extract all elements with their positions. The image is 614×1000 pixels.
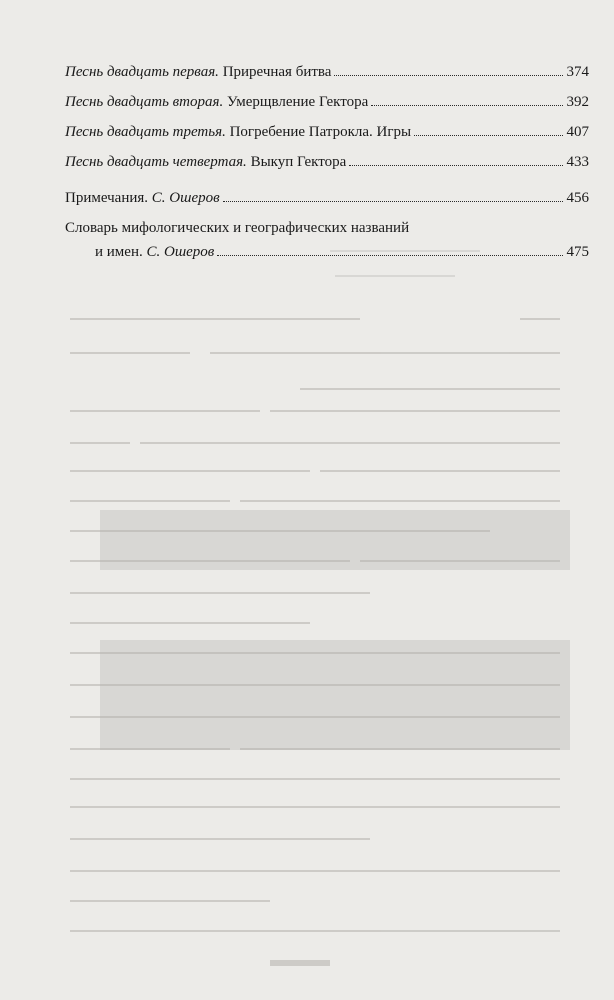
toc-entry-title: Песнь двадцать первая. Приречная битва [65,64,332,80]
toc-entry-title: Песнь двадцать вторая. Умерщвление Гектора [65,94,369,110]
dot-leader [349,165,562,166]
toc-entry-title-line1: Словарь мифологических и географических названий [65,220,410,236]
toc-entry-song-21[interactable] [65,62,589,82]
dot-leader [223,201,563,202]
toc-entry-title: и имен. С. Ошеров [95,244,215,260]
toc-entry-song-23[interactable] [65,122,589,142]
page-number: 392 [566,94,589,110]
dot-leader [217,255,562,256]
toc-entry-dictionary[interactable] [65,218,589,262]
toc-entry-notes[interactable] [65,188,589,208]
page-number: 456 [566,190,589,206]
table-of-contents [65,62,589,262]
toc-entry-song-24[interactable] [65,152,589,172]
page-number: 374 [566,64,589,80]
page-number: 433 [566,154,589,170]
toc-entry-title: Примечания. С. Ошеров [65,190,220,206]
page-number: 475 [566,244,589,260]
dot-leader [371,105,562,106]
toc-entry-song-22[interactable] [65,92,589,112]
toc-entry-title-line2 [65,242,589,262]
toc-entry-title: Песнь двадцать третья. Погребение Патрокла. Игры [65,124,412,140]
dot-leader [334,75,562,76]
dot-leader [414,135,562,136]
page-number: 407 [566,124,589,140]
toc-entry-title: Песнь двадцать четвертая. Выкуп Гектора [65,154,347,170]
